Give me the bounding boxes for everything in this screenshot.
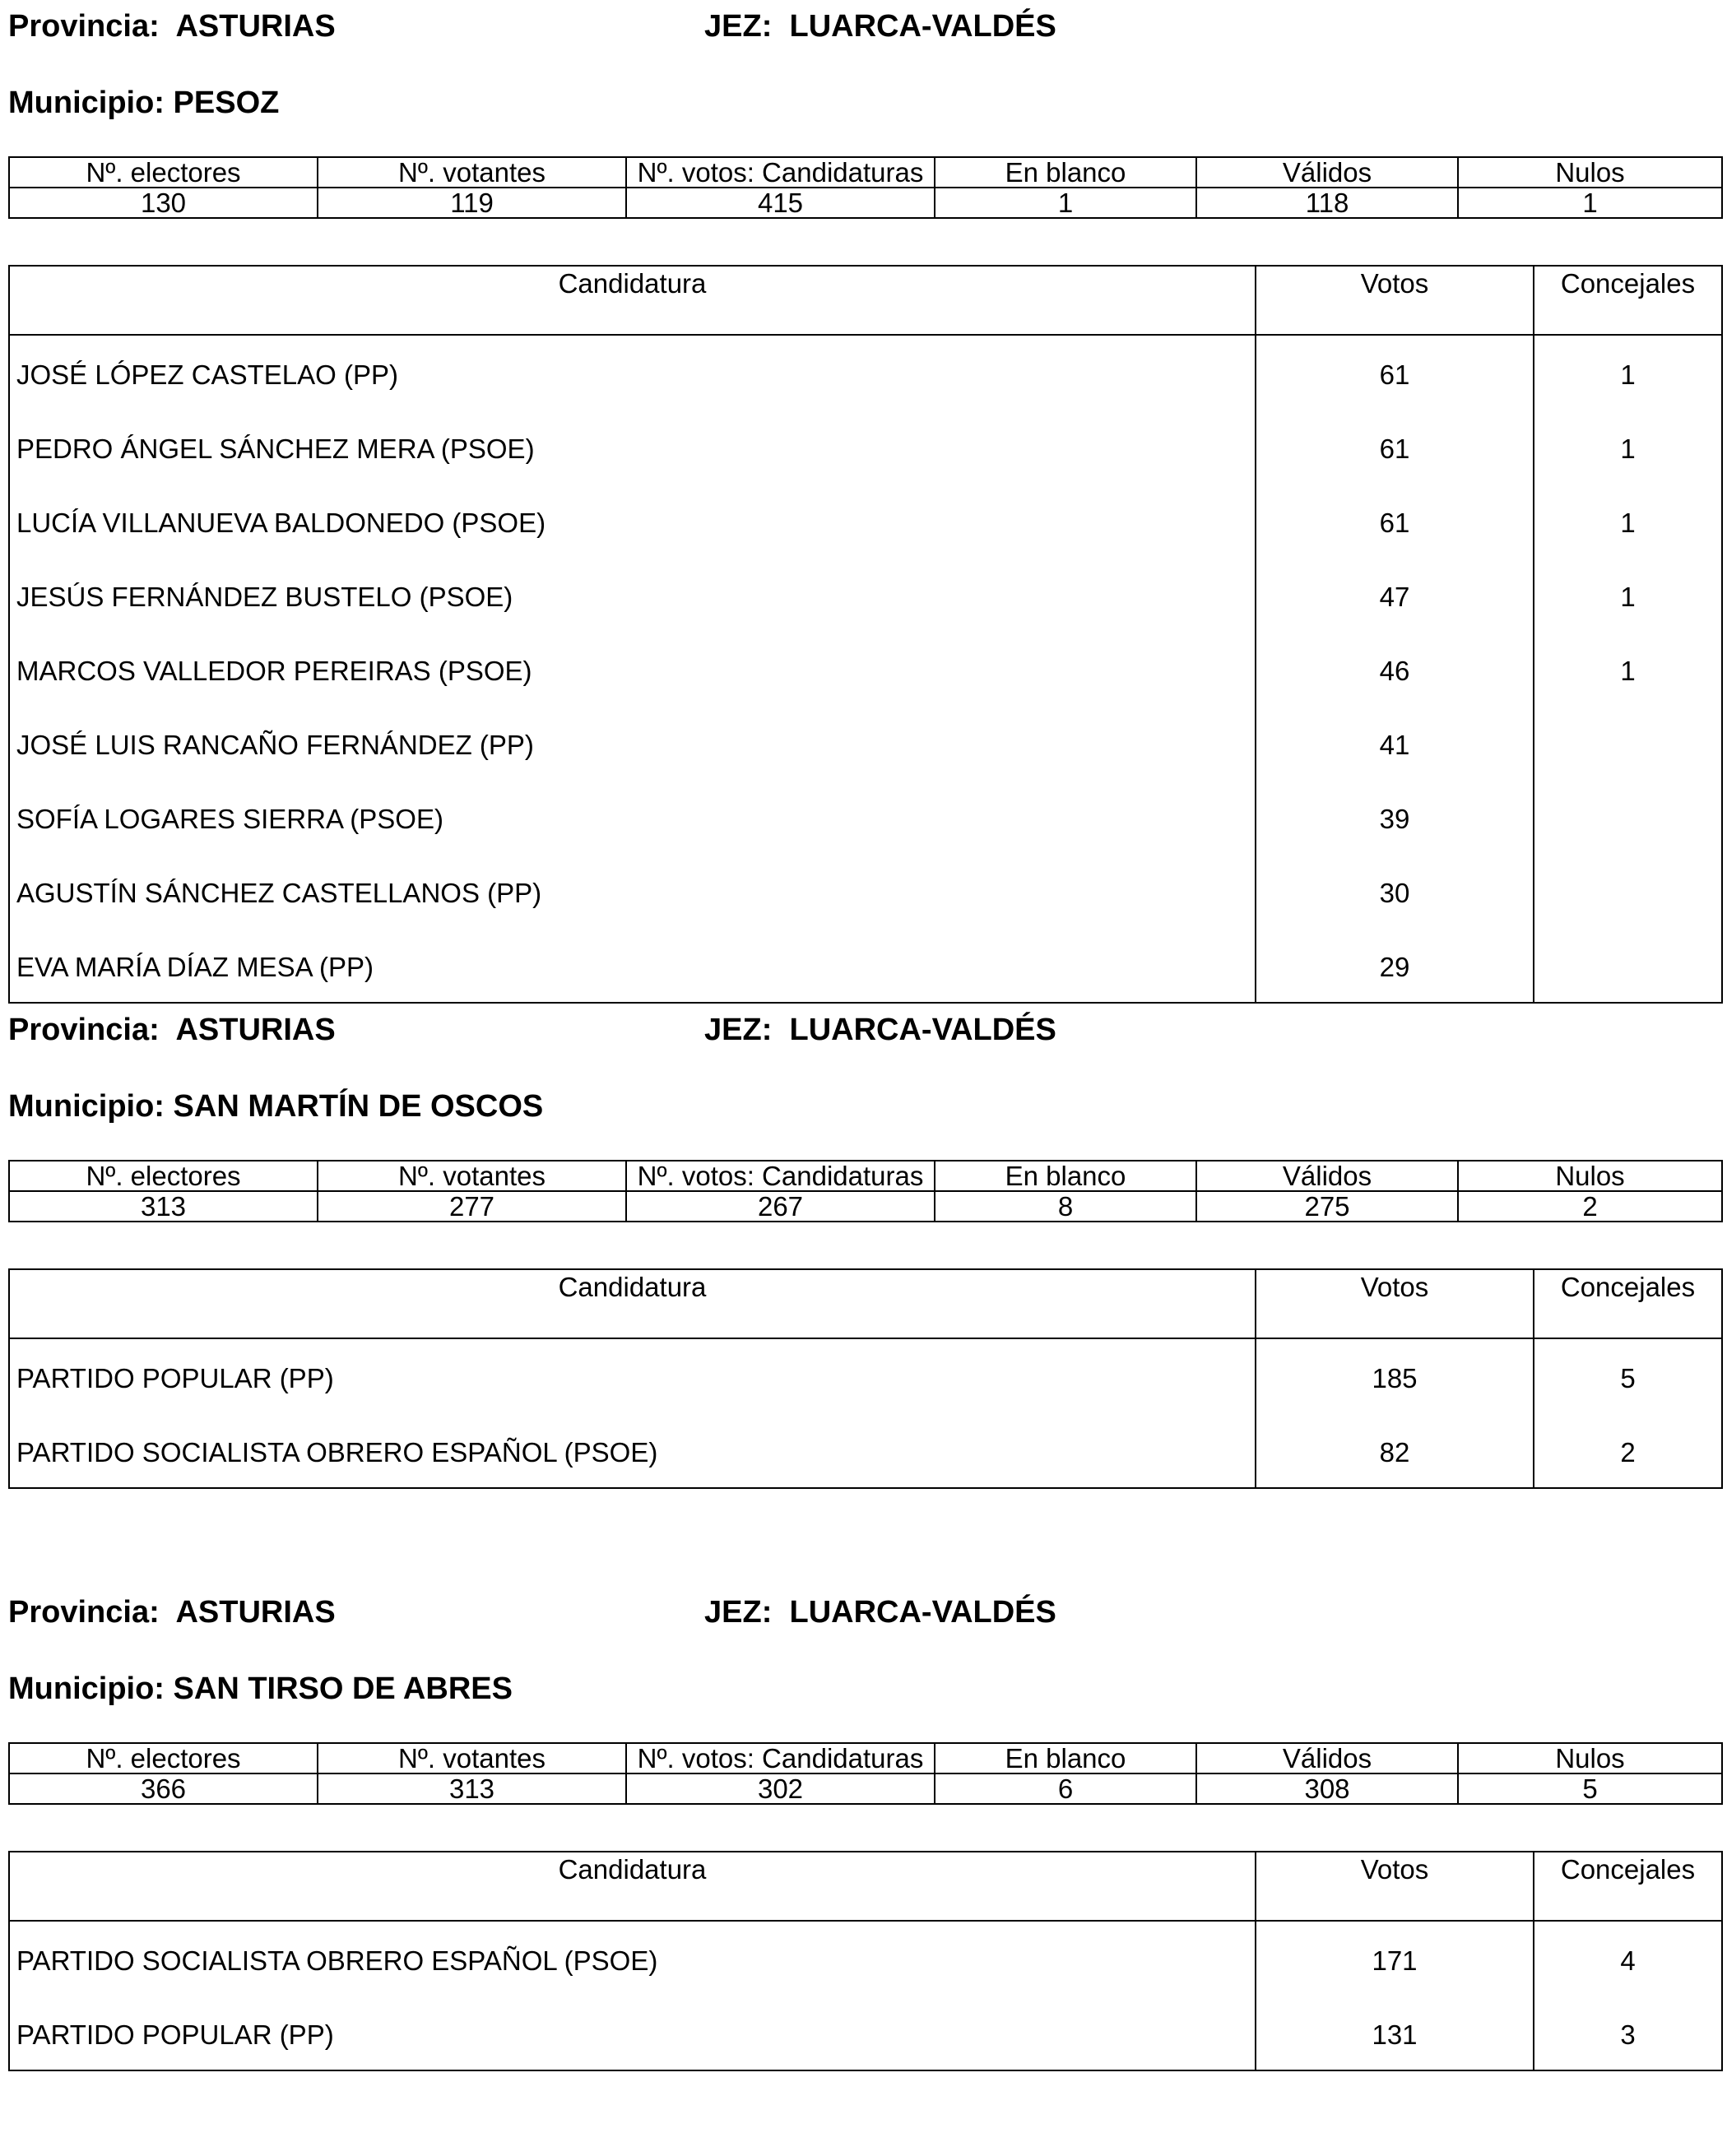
summary-header-cell: Nº. electores (9, 157, 318, 188)
summary-value-row (9, 1191, 1722, 1222)
summary-value-cell: 119 (318, 188, 626, 218)
candidate-seats: 4 (1534, 1921, 1722, 1996)
candidate-votes: 46 (1256, 632, 1534, 706)
summary-value-cell: 118 (1196, 188, 1458, 218)
candidatura-header-row (9, 266, 1722, 335)
summary-header-cell: Nº. votos: Candidaturas (626, 1743, 935, 1773)
candidatura-header: Candidatura (9, 1269, 1256, 1338)
provincia-line (8, 1012, 336, 1048)
summary-value-cell: 313 (9, 1191, 318, 1222)
candidate-name: PARTIDO SOCIALISTA OBRERO ESPAÑOL (PSOE) (9, 1921, 1256, 1996)
candidate-name: JOSÉ LUIS RANCAÑO FERNÁNDEZ (PP) (9, 706, 1256, 780)
candidate-seats: 2 (1534, 1413, 1722, 1488)
summary-header-cell: Nulos (1458, 1161, 1722, 1191)
candidate-name: JESÚS FERNÁNDEZ BUSTELO (PSOE) (9, 558, 1256, 632)
candidatura-table (8, 1851, 1723, 2071)
provincia-value: ASTURIAS (175, 9, 336, 44)
summary-header-row (9, 1743, 1722, 1773)
summary-header-cell: Nº. electores (9, 1161, 318, 1191)
provincia-label: Provincia: (8, 1013, 160, 1047)
table-row (9, 1413, 1722, 1488)
table-row (9, 632, 1722, 706)
summary-table (8, 156, 1723, 219)
table-row (9, 780, 1722, 854)
candidate-seats (1534, 706, 1722, 780)
candidate-seats (1534, 780, 1722, 854)
table-row (9, 1921, 1722, 1996)
candidate-seats (1534, 928, 1722, 1003)
candidate-seats: 1 (1534, 484, 1722, 558)
summary-value-cell: 366 (9, 1773, 318, 1804)
municipio-value: SAN MARTÍN DE OSCOS (173, 1089, 544, 1124)
candidate-name: MARCOS VALLEDOR PEREIRAS (PSOE) (9, 632, 1256, 706)
candidate-seats: 1 (1534, 335, 1722, 410)
provincia-label: Provincia: (8, 9, 160, 44)
candidate-votes: 30 (1256, 854, 1534, 928)
summary-value-cell: 308 (1196, 1773, 1458, 1804)
jez-value: LUARCA-VALDÉS (789, 1595, 1056, 1630)
candidatura-header: Candidatura (9, 1852, 1256, 1921)
candidate-name: PARTIDO SOCIALISTA OBRERO ESPAÑOL (PSOE) (9, 1413, 1256, 1488)
summary-header-cell: En blanco (935, 1161, 1196, 1191)
jez-value: LUARCA-VALDÉS (789, 9, 1056, 44)
jez-label: JEZ: (704, 1013, 773, 1047)
summary-value-cell: 267 (626, 1191, 935, 1222)
candidatura-table (8, 1268, 1723, 1489)
candidate-votes: 171 (1256, 1921, 1534, 1996)
candidate-votes: 131 (1256, 1996, 1534, 2070)
concejales-header: Concejales (1534, 266, 1722, 335)
votos-header: Votos (1256, 1852, 1534, 1921)
table-row (9, 410, 1722, 484)
summary-header-cell: Válidos (1196, 1161, 1458, 1191)
candidate-seats: 5 (1534, 1338, 1722, 1413)
table-row (9, 706, 1722, 780)
candidate-votes: 39 (1256, 780, 1534, 854)
municipio-value: SAN TIRSO DE ABRES (173, 1671, 513, 1706)
candidate-name: JOSÉ LÓPEZ CASTELAO (PP) (9, 335, 1256, 410)
provincia-line (8, 8, 336, 44)
provincia-value: ASTURIAS (175, 1595, 336, 1630)
summary-value-cell: 130 (9, 188, 318, 218)
candidate-seats: 1 (1534, 410, 1722, 484)
table-row (9, 558, 1722, 632)
summary-header-cell: Nº. votantes (318, 1743, 626, 1773)
candidate-votes: 47 (1256, 558, 1534, 632)
candidate-seats: 1 (1534, 558, 1722, 632)
candidate-votes: 82 (1256, 1413, 1534, 1488)
concejales-header: Concejales (1534, 1852, 1722, 1921)
municipio-line (8, 85, 279, 121)
candidate-votes: 61 (1256, 410, 1534, 484)
candidate-votes: 61 (1256, 484, 1534, 558)
provincia-label: Provincia: (8, 1595, 160, 1630)
candidatura-header: Candidatura (9, 266, 1256, 335)
candidate-seats: 1 (1534, 632, 1722, 706)
candidate-name: SOFÍA LOGARES SIERRA (PSOE) (9, 780, 1256, 854)
summary-header-cell: Nulos (1458, 1743, 1722, 1773)
summary-value-cell: 2 (1458, 1191, 1722, 1222)
municipio-label: Municipio: (8, 1671, 165, 1706)
candidate-name: AGUSTÍN SÁNCHEZ CASTELLANOS (PP) (9, 854, 1256, 928)
table-row (9, 335, 1722, 410)
jez-line (704, 1594, 1056, 1630)
table-row (9, 854, 1722, 928)
summary-value-cell: 277 (318, 1191, 626, 1222)
candidate-name: EVA MARÍA DÍAZ MESA (PP) (9, 928, 1256, 1003)
municipio-line (8, 1671, 513, 1707)
jez-label: JEZ: (704, 9, 773, 44)
jez-value: LUARCA-VALDÉS (789, 1013, 1056, 1047)
summary-value-cell: 415 (626, 188, 935, 218)
summary-table (8, 1742, 1723, 1805)
summary-header-cell: Nº. votantes (318, 1161, 626, 1191)
summary-value-cell: 275 (1196, 1191, 1458, 1222)
candidate-votes: 29 (1256, 928, 1534, 1003)
summary-header-cell: Nº. votos: Candidaturas (626, 157, 935, 188)
candidatura-header-row (9, 1269, 1722, 1338)
municipio-line (8, 1088, 543, 1124)
candidate-votes: 61 (1256, 335, 1534, 410)
municipio-value: PESOZ (173, 86, 280, 120)
jez-line (704, 8, 1056, 44)
summary-header-row (9, 157, 1722, 188)
provincia-line (8, 1594, 336, 1630)
provincia-value: ASTURIAS (175, 1013, 336, 1047)
summary-value-cell: 1 (935, 188, 1196, 218)
municipio-label: Municipio: (8, 86, 165, 120)
municipio-label: Municipio: (8, 1089, 165, 1124)
summary-header-cell: Nº. electores (9, 1743, 318, 1773)
candidate-name: LUCÍA VILLANUEVA BALDONEDO (PSOE) (9, 484, 1256, 558)
summary-header-cell: Nulos (1458, 157, 1722, 188)
candidate-name: PARTIDO POPULAR (PP) (9, 1996, 1256, 2070)
votos-header: Votos (1256, 1269, 1534, 1338)
jez-label: JEZ: (704, 1595, 773, 1630)
candidatura-header-row (9, 1852, 1722, 1921)
summary-header-cell: Válidos (1196, 157, 1458, 188)
candidatura-table (8, 265, 1723, 1004)
summary-value-cell: 5 (1458, 1773, 1722, 1804)
summary-value-row (9, 188, 1722, 218)
summary-header-row (9, 1161, 1722, 1191)
candidate-name: PEDRO ÁNGEL SÁNCHEZ MERA (PSOE) (9, 410, 1256, 484)
table-row (9, 928, 1722, 1003)
candidate-votes: 185 (1256, 1338, 1534, 1413)
jez-line (704, 1012, 1056, 1048)
summary-header-cell: Válidos (1196, 1743, 1458, 1773)
summary-value-cell: 1 (1458, 188, 1722, 218)
table-row (9, 484, 1722, 558)
summary-value-cell: 302 (626, 1773, 935, 1804)
candidate-seats: 3 (1534, 1996, 1722, 2070)
candidate-name: PARTIDO POPULAR (PP) (9, 1338, 1256, 1413)
summary-value-cell: 6 (935, 1773, 1196, 1804)
votos-header: Votos (1256, 266, 1534, 335)
summary-value-row (9, 1773, 1722, 1804)
candidate-votes: 41 (1256, 706, 1534, 780)
table-row (9, 1996, 1722, 2070)
summary-header-cell: Nº. votantes (318, 157, 626, 188)
summary-header-cell: En blanco (935, 157, 1196, 188)
summary-header-cell: En blanco (935, 1743, 1196, 1773)
summary-value-cell: 313 (318, 1773, 626, 1804)
summary-value-cell: 8 (935, 1191, 1196, 1222)
concejales-header: Concejales (1534, 1269, 1722, 1338)
table-row (9, 1338, 1722, 1413)
candidate-seats (1534, 854, 1722, 928)
summary-table (8, 1160, 1723, 1222)
summary-header-cell: Nº. votos: Candidaturas (626, 1161, 935, 1191)
